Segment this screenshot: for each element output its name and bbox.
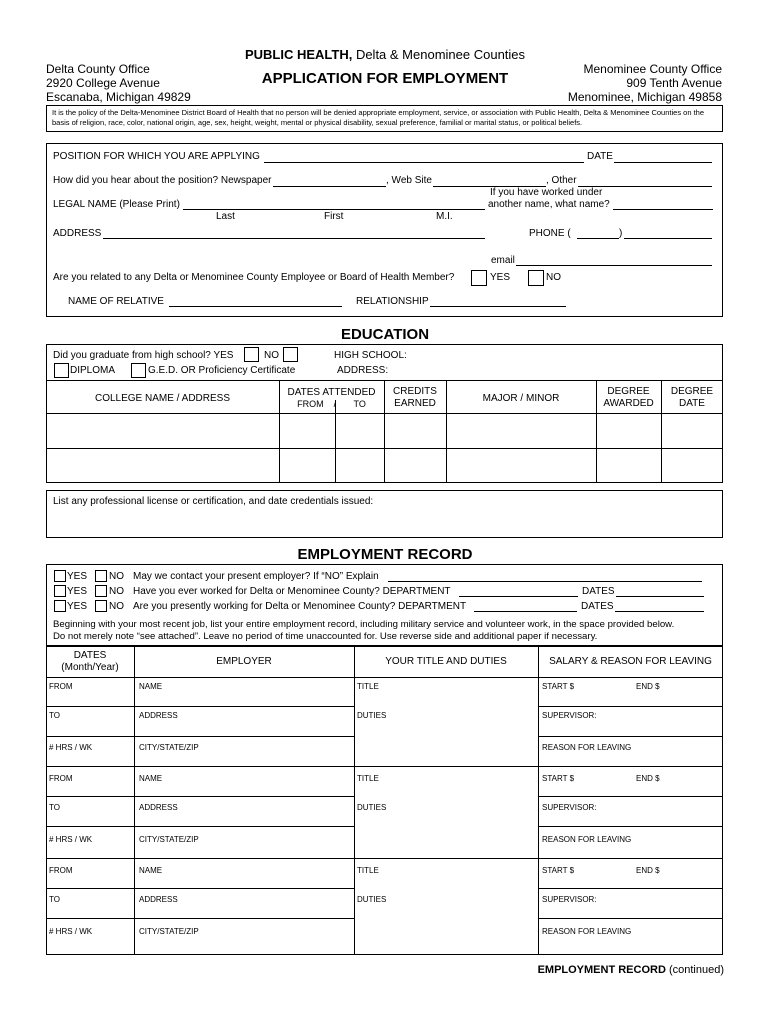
- contact-employer-no-checkbox[interactable]: [95, 570, 107, 582]
- hs-no-checkbox[interactable]: [283, 347, 298, 362]
- employment-heading: EMPLOYMENT RECORD: [297, 546, 473, 563]
- related-yes-label: YES: [490, 272, 511, 283]
- website-label: , Web Site: [386, 175, 432, 186]
- q3-dates-label: DATES: [581, 601, 614, 612]
- city-state-zip-label: CITY/STATE/ZIP: [139, 927, 199, 936]
- q2-no-label: NO: [109, 586, 124, 597]
- last-name-caption: Last: [216, 211, 235, 222]
- present-department-field[interactable]: [474, 611, 577, 612]
- diploma-label: DIPLOMA: [70, 365, 116, 376]
- hours-label: # HRS / WK: [49, 927, 93, 936]
- hs-yes-checkbox[interactable]: [244, 347, 259, 362]
- education-heading: EDUCATION: [340, 326, 430, 343]
- employer-name-label: NAME: [139, 682, 163, 691]
- ged-checkbox[interactable]: [131, 363, 146, 378]
- supervisor-label: SUPERVISOR:: [542, 711, 597, 720]
- q1-yes-label: YES: [67, 571, 88, 582]
- other-name-field[interactable]: [613, 209, 713, 210]
- city-state-zip-label: CITY/STATE/ZIP: [139, 743, 199, 752]
- legal-name-field[interactable]: [183, 209, 485, 210]
- employer-name-label: NAME: [139, 866, 163, 875]
- relative-name-label: NAME OF RELATIVE: [68, 296, 164, 307]
- explain-field[interactable]: [388, 581, 702, 582]
- to-label: TO: [49, 803, 60, 812]
- email-field[interactable]: [516, 265, 712, 266]
- degree-awarded-header: DEGREE AWARDED: [603, 386, 654, 409]
- legal-name-label: LEGAL NAME (Please Print): [53, 199, 180, 210]
- supervisor-label: SUPERVISOR:: [542, 803, 597, 812]
- worked-department-field[interactable]: [459, 596, 578, 597]
- hours-label: # HRS / WK: [49, 835, 93, 844]
- agency-title: PUBLIC HEALTH, Delta & Menominee Counties: [244, 47, 526, 62]
- end-salary-label: END $: [636, 774, 660, 783]
- first-name-caption: First: [324, 211, 344, 222]
- presently-working-no-checkbox[interactable]: [95, 600, 107, 612]
- hs-address-label: ADDRESS:: [337, 365, 389, 376]
- dates-col-header: DATES (Month/Year): [61, 650, 119, 673]
- address-field[interactable]: [103, 238, 485, 239]
- present-dates-field[interactable]: [615, 611, 704, 612]
- duties-label: DUTIES: [357, 711, 387, 720]
- employer-address-label: ADDRESS: [139, 895, 178, 904]
- worked-under-label-1: If you have worked under: [490, 187, 603, 198]
- form-title: APPLICATION FOR EMPLOYMENT: [261, 70, 509, 87]
- reason-leaving-label: REASON FOR LEAVING: [542, 927, 632, 936]
- start-salary-label: START $: [542, 866, 575, 875]
- reason-leaving-label: REASON FOR LEAVING: [542, 835, 632, 844]
- ged-label: G.E.D. OR Proficiency Certificate: [148, 365, 296, 376]
- related-question: Are you related to any Delta or Menominee County Employee or Board of Health Member?: [53, 272, 455, 283]
- relationship-label: RELATIONSHIP: [356, 296, 429, 307]
- employer-col-header: EMPLOYER: [216, 656, 272, 667]
- worked-county-no-checkbox[interactable]: [95, 585, 107, 597]
- license-label: List any professional license or certification, and date credentials issued:: [53, 496, 374, 507]
- city-state-zip-label: CITY/STATE/ZIP: [139, 835, 199, 844]
- employer-address-label: ADDRESS: [139, 803, 178, 812]
- worked-county-yes-checkbox[interactable]: [54, 585, 66, 597]
- employment-table: [46, 646, 723, 955]
- phone-label: PHONE (: [529, 228, 571, 239]
- q2-yes-label: YES: [67, 586, 88, 597]
- end-salary-label: END $: [636, 866, 660, 875]
- to-label: TO: [49, 711, 60, 720]
- worked-under-label-2: another name, what name?: [488, 199, 610, 210]
- hear-label: How did you hear about the position? Newspaper: [53, 175, 272, 186]
- contact-employer-question: May we contact your present employer? If “NO” Explain: [133, 571, 379, 582]
- q1-no-label: NO: [109, 571, 124, 582]
- date-label: DATE: [587, 151, 613, 162]
- phone-field[interactable]: [624, 238, 712, 239]
- q2-dates-label: DATES: [582, 586, 615, 597]
- college-col-header: COLLEGE NAME / ADDRESS: [94, 393, 231, 404]
- hs-question: Did you graduate from high school? YES: [53, 350, 234, 361]
- supervisor-label: SUPERVISOR:: [542, 895, 597, 904]
- date-field[interactable]: [614, 162, 712, 163]
- hours-label: # HRS / WK: [49, 743, 93, 752]
- employer-name-label: NAME: [139, 774, 163, 783]
- degree-date-header: DEGREE DATE: [670, 386, 714, 409]
- newspaper-field[interactable]: [273, 186, 386, 187]
- relative-name-field[interactable]: [169, 306, 342, 307]
- from-label: FROM: [49, 682, 73, 691]
- from-label: FROM: [49, 774, 73, 783]
- duties-label: DUTIES: [357, 803, 387, 812]
- dates-attended-header: DATES ATTENDED: [287, 387, 376, 398]
- employer-address-label: ADDRESS: [139, 711, 178, 720]
- high-school-label: HIGH SCHOOL:: [334, 350, 407, 361]
- phone-paren: ): [619, 228, 623, 239]
- delta-office-address: Delta County Office 2920 College Avenue Escanaba, Michigan 49829: [46, 62, 191, 104]
- credits-header: CREDITS EARNED: [393, 386, 437, 409]
- address-label: ADDRESS: [53, 228, 102, 239]
- middle-initial-caption: M.I.: [436, 211, 453, 222]
- start-salary-label: START $: [542, 682, 575, 691]
- diploma-checkbox[interactable]: [54, 363, 69, 378]
- major-minor-header: MAJOR / MINOR: [482, 393, 560, 404]
- employment-instructions: Beginning with your most recent job, list your entire employment record, including military service and volunteer work, in the space provided below. Do not merely note “see attached”. Leave no period of time unaccounted for. Use reverse side and additional paper if necessary.: [53, 619, 675, 642]
- other-label: , Other: [546, 175, 577, 186]
- worked-county-question: Have you ever worked for Delta or Menominee County? DEPARTMENT: [133, 586, 451, 597]
- job-title-label: TITLE: [357, 774, 379, 783]
- title-duties-col-header: YOUR TITLE AND DUTIES: [385, 656, 507, 667]
- duties-label: DUTIES: [357, 895, 387, 904]
- relationship-field[interactable]: [430, 306, 566, 307]
- continued-footer: EMPLOYMENT RECORD (continued): [537, 964, 724, 976]
- from-label: FROM: [49, 866, 73, 875]
- start-salary-label: START $: [542, 774, 575, 783]
- presently-working-question: Are you presently working for Delta or Menominee County? DEPARTMENT: [133, 601, 467, 612]
- salary-reason-col-header: SALARY & REASON FOR LEAVING: [549, 656, 712, 667]
- from-to-header: FROM / TO: [297, 399, 366, 409]
- related-no-checkbox[interactable]: [528, 270, 544, 286]
- presently-working-yes-checkbox[interactable]: [54, 600, 66, 612]
- related-no-label: NO: [546, 272, 561, 283]
- hs-no-label: NO: [264, 350, 279, 361]
- q3-no-label: NO: [109, 601, 124, 612]
- related-yes-checkbox[interactable]: [471, 270, 487, 286]
- contact-employer-yes-checkbox[interactable]: [54, 570, 66, 582]
- position-label: POSITION FOR WHICH YOU ARE APPLYING: [53, 151, 260, 162]
- end-salary-label: END $: [636, 682, 660, 691]
- menominee-office-address: Menominee County Office 909 Tenth Avenue Menominee, Michigan 49858: [567, 62, 722, 104]
- worked-dates-field[interactable]: [616, 596, 704, 597]
- position-field[interactable]: [264, 162, 584, 163]
- q3-yes-label: YES: [67, 601, 88, 612]
- policy-text: It is the policy of the Delta-Menominee District Board of Health that no person will be denied appropriate employment, service, or association with Public Health, Delta & Menominee Counties on the basis of religion, race, color, national origin, age, sex, height, weight, mental or physical disability, sexual preference, familial or marital status, or political beliefs.: [52, 108, 705, 127]
- area-code-field[interactable]: [577, 238, 619, 239]
- email-label: email: [491, 255, 515, 266]
- job-title-label: TITLE: [357, 682, 379, 691]
- reason-leaving-label: REASON FOR LEAVING: [542, 743, 632, 752]
- to-label: TO: [49, 895, 60, 904]
- job-title-label: TITLE: [357, 866, 379, 875]
